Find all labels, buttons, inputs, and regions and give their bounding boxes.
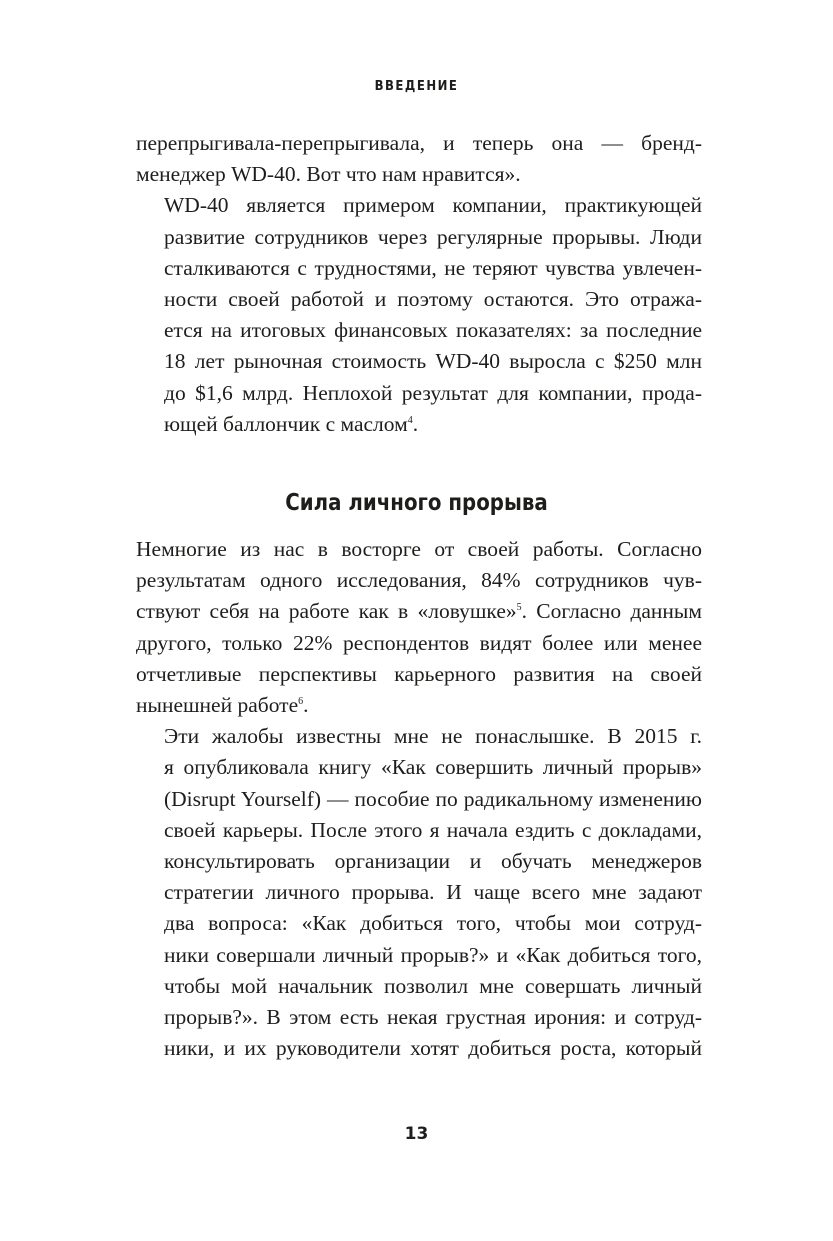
text-fragment: нынешней работе bbox=[136, 693, 299, 718]
text-line: Эти жалобы известны мне не понаслышке. В 2015 г. bbox=[164, 724, 702, 749]
text-line bbox=[136, 690, 702, 721]
paragraph bbox=[136, 190, 702, 440]
text-fragment: ющей баллончик с маслом bbox=[164, 411, 408, 436]
text-line: результатам одного исследования, 84% сотрудников чув- bbox=[136, 568, 702, 593]
text-line: WD-40 является примером компании, практикующей bbox=[164, 193, 702, 218]
text-fragment: . Согласно данным bbox=[521, 599, 702, 624]
paragraph bbox=[136, 534, 702, 721]
text-line: (Disrupt Yourself) — пособие по радикальному изменению bbox=[164, 786, 702, 811]
text-line: перепрыгивала-перепрыгивала, и теперь она — бренд- bbox=[136, 131, 702, 155]
text-line: ется на итоговых финансовых показателях: за последние bbox=[164, 318, 702, 343]
section-heading: Сила личного прорыва bbox=[285, 490, 548, 516]
running-head: ВВЕДЕНИЕ bbox=[374, 79, 459, 94]
text-block-intro bbox=[136, 128, 702, 440]
text-line: менеджер WD-40. Вот что нам нравится». bbox=[136, 162, 521, 187]
text-fragment: ствуют себя на работе как в «ловушке» bbox=[136, 599, 517, 624]
paragraph bbox=[136, 128, 702, 190]
text-line: Немногие из нас в восторге от своей работы. Согласно bbox=[136, 537, 702, 561]
text-line: сталкиваются с трудностями, не теряют чувства увлечен- bbox=[164, 255, 702, 280]
text-line: развитие сотрудников через регулярные прорывы. Люди bbox=[164, 224, 702, 249]
text-line: прорыв?». В этом есть некая грустная ирония: и сотруд- bbox=[164, 1005, 702, 1030]
text-line bbox=[136, 409, 702, 440]
text-line: отчетливые перспективы карьерного развития на своей bbox=[136, 661, 702, 686]
text-line: чтобы мой начальник позволил мне совершать личный bbox=[164, 973, 702, 998]
text-line: я опубликовала книгу «Как совершить личный прорыв» bbox=[164, 755, 702, 780]
text-line: консультировать организации и обучать менеджеров bbox=[164, 849, 702, 874]
text-line: до $1,6 млрд. Неплохой результат для компании, прода- bbox=[164, 380, 702, 405]
text-line: 18 лет рыночная стоимость WD-40 выросла с $250 млн bbox=[164, 349, 702, 374]
text-line: ники, и их руководители хотят добиться роста, который bbox=[164, 1036, 702, 1061]
paragraph bbox=[136, 721, 702, 1064]
text-fragment: . bbox=[303, 693, 309, 718]
page-number: 13 bbox=[404, 1124, 429, 1144]
text-line: ники совершали личный прорыв?» и «Как добиться того, bbox=[164, 942, 702, 967]
text-fragment: . bbox=[412, 411, 419, 436]
text-line: стратегии личного прорыва. И чаще всего мне задают bbox=[164, 880, 702, 905]
footnote-marker[interactable]: 4 bbox=[407, 414, 413, 426]
text-line bbox=[136, 596, 702, 627]
text-line: другого, только 22% респондентов видят более или менее bbox=[136, 630, 702, 655]
text-line: ности своей работой и поэтому остаются. Это отража- bbox=[164, 287, 702, 312]
footnote-marker[interactable]: 5 bbox=[516, 602, 522, 614]
text-line: своей карьеры. После этого я начала ездить с докладами, bbox=[164, 817, 702, 842]
text-line: два вопроса: «Как добиться того, чтобы мои сотруд- bbox=[164, 911, 702, 936]
footnote-marker[interactable]: 6 bbox=[298, 695, 304, 707]
text-block-section bbox=[136, 534, 702, 1064]
